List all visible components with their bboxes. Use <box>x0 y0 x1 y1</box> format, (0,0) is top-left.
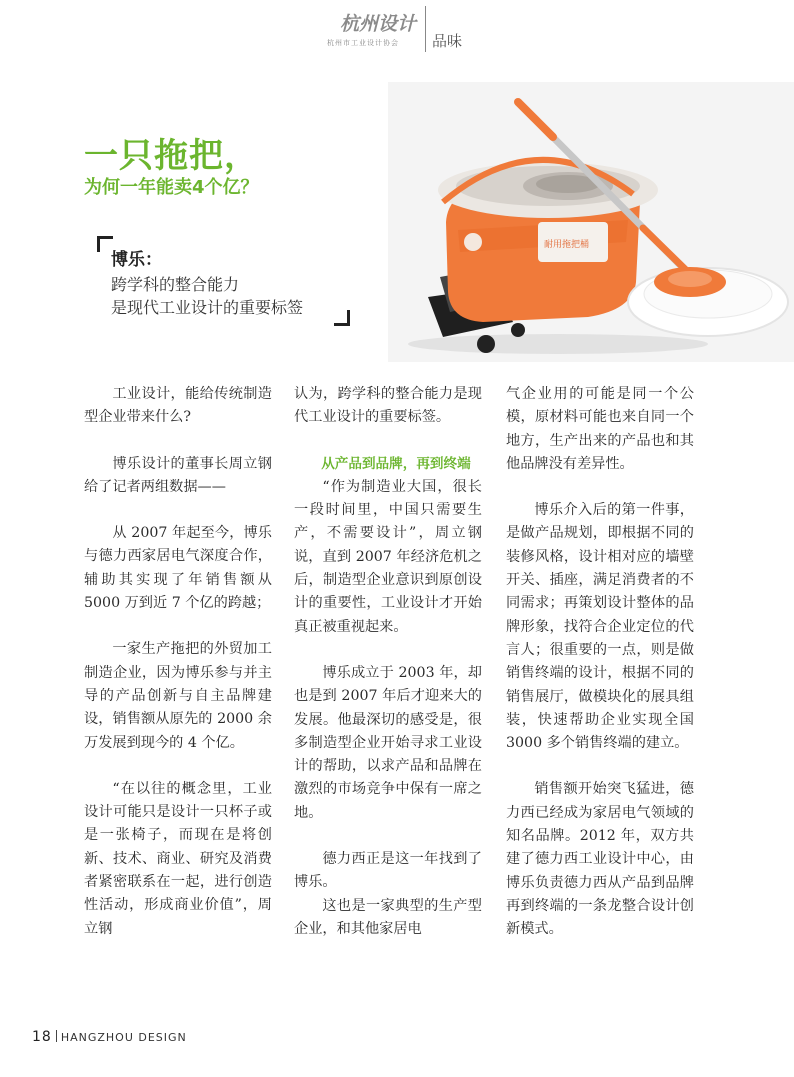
paragraph: 气企业用的可能是同一个公模，原材料可能也来自同一个地方，生产出来的产品也和其他品牌没有差异性。 <box>506 386 694 472</box>
magazine-logo <box>340 10 420 36</box>
paragraph: 一家生产拖把的外贸加工制造企业，因为博乐参与并主导的产品创新与自主品牌建设，销售额从原先的 2000 余万发展到现今的 4 个亿。 <box>84 641 272 751</box>
hero-image <box>388 82 794 362</box>
paragraph: 博乐设计的董事长周立钢给了记者两组数据—— <box>84 455 272 495</box>
article-subtitle: 为何一年能卖4个亿？ <box>84 177 259 198</box>
hero-product-label: 耐用拖把桶 <box>544 240 590 250</box>
quote-bracket-close <box>334 310 350 326</box>
paragraph: 从 2007 年起至今，博乐与德力西家居电气深度合作，辅助其实现了年销售额从 5000 万到近 7 个亿的跨越； <box>84 525 272 612</box>
magazine-logo-text: 杭州设计 <box>340 13 417 35</box>
page-footer <box>32 1029 187 1045</box>
footer-divider <box>56 1030 57 1042</box>
body-column-1 <box>84 383 272 964</box>
pullquote-name: 博乐： <box>111 250 162 270</box>
body-column-2 <box>294 383 482 964</box>
paragraph: 销售额开始突飞猛进，德力西已经成为家居电气领域的知名品牌。2012 年，双方共建了德力西工业设计中心，由博乐负责德力西从产品到品牌再到终端的一条龙整合设计创新模式。 <box>506 781 694 938</box>
section-subheading: 从产品到品牌，再到终端 <box>321 455 471 472</box>
magazine-logo-subtitle: 杭州市工业设计协会 <box>327 39 399 47</box>
paragraph: 这也是一家典型的生产型企业，和其他家居电 <box>294 897 482 937</box>
paragraph: 博乐介入后的第一件事，是做产品规划，即根据不同的装修风格，设计相对应的墙壁开关、插座，满足消费者的不同需求；再策划设计整体的品牌形象，找符合企业定位的代言人；很重要的一点，则是做销售终端的设计，根据不同的销售展厅，做模块化的展具组装，快速帮助企业实现全国 3000 多个销售终端的建立。 <box>506 502 694 752</box>
paragraph: 德力西正是这一年找到了博乐。 <box>294 851 482 891</box>
page-number: 18 <box>32 1029 52 1045</box>
paragraph: 工业设计，能给传统制造型企业带来什么? <box>84 386 272 426</box>
footer-magazine-name: HANGZHOU DESIGN <box>60 1031 187 1044</box>
paragraph: 博乐成立于 2003 年，却也是到 2007 年后才迎来大的发展。他最深切的感受是，很多制造型企业开始寻求工业设计的帮助，以求产品和品牌在激烈的市场竞争中保有一席之地。 <box>294 664 482 821</box>
article-title: 一只拖把， <box>84 136 259 176</box>
paragraph: 认为，跨学科的整合能力是现代工业设计的重要标签。 <box>294 386 482 426</box>
pullquote-line: 是现代工业设计的重要标签 <box>111 298 304 317</box>
section-label: 品味 <box>432 32 463 50</box>
paragraph: “作为制造业大国，很长一段时间里，中国只需要生产，不需要设计”，周立钢说，直到 2007 年经济危机之后，制造型企业意识到原创设计的重要性，工业设计才开始真正被重视起来。 <box>294 478 482 635</box>
body-column-3 <box>506 383 694 965</box>
pullquote-line: 跨学科的整合能力 <box>111 275 240 294</box>
paragraph: “在以往的概念里，工业设计可能只是设计一只杯子或是一张椅子，而现在是将创新、技术、商业、研究及消费者紧密联系在一起，进行创造性活动，形成商业价值”，周立钢 <box>84 780 272 937</box>
mop-bucket-illustration <box>388 82 794 362</box>
header-divider <box>425 6 426 52</box>
